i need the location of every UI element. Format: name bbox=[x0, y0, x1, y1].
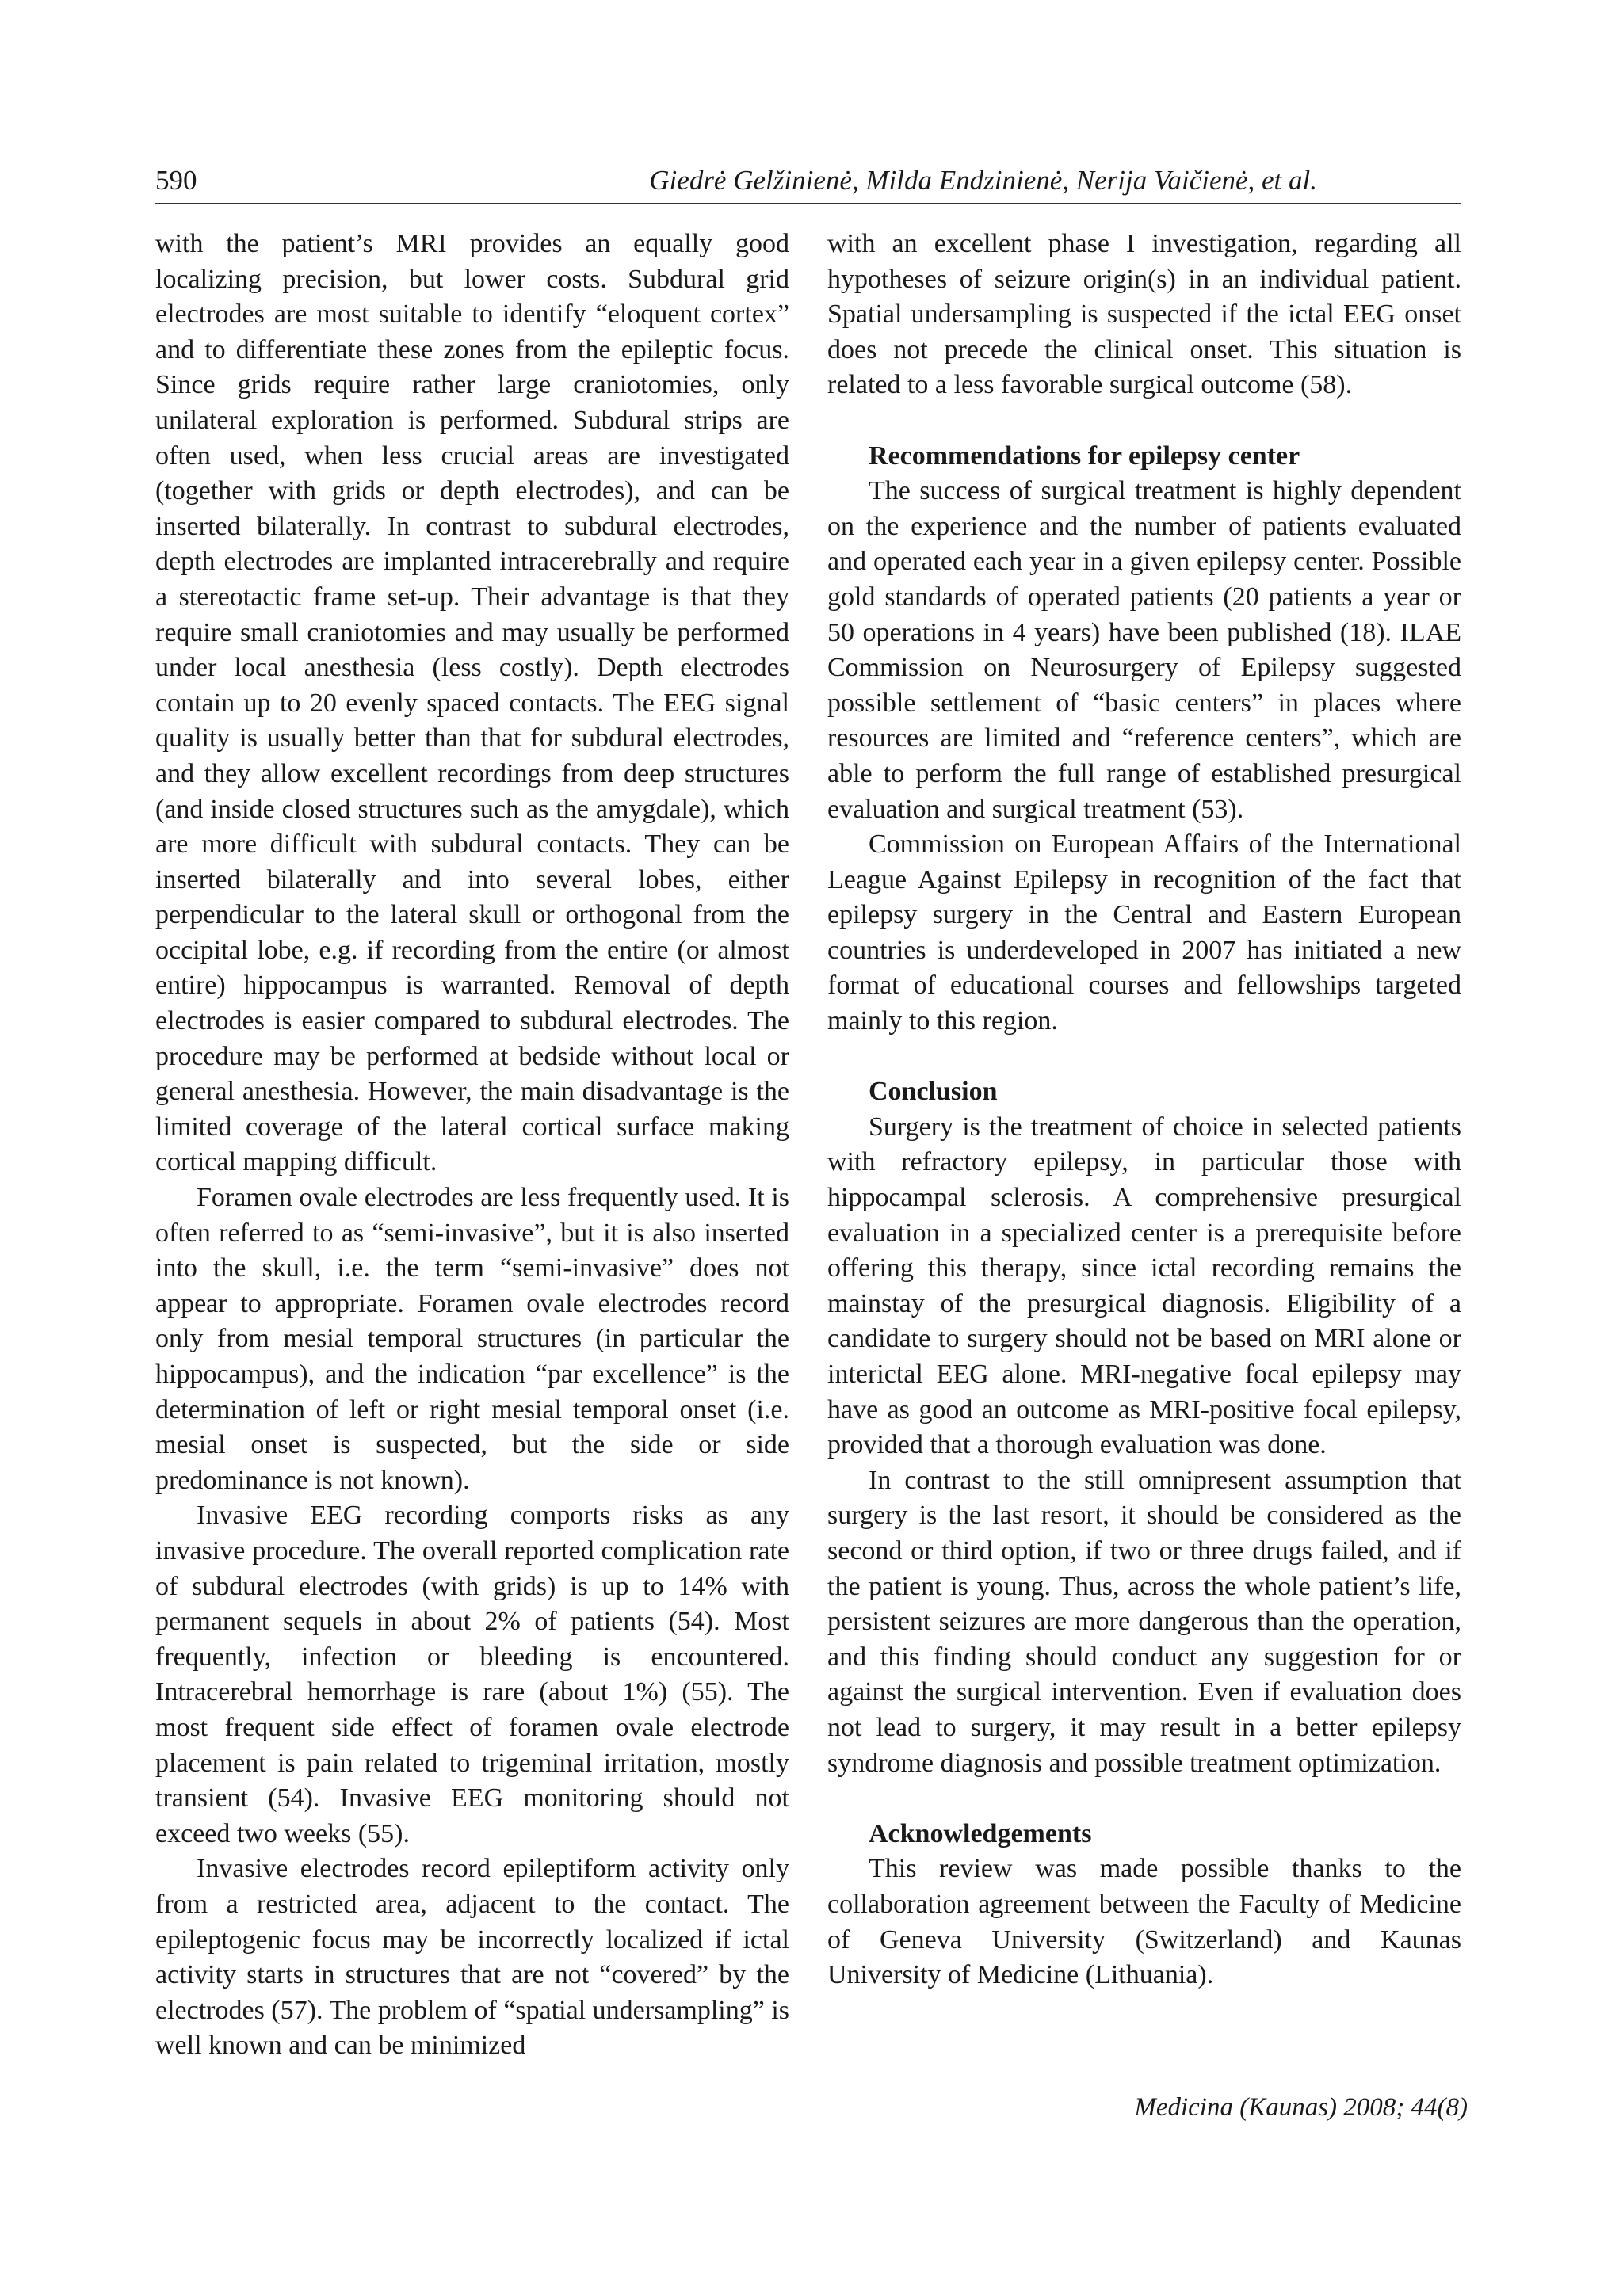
heading-conclusion: Conclusion bbox=[869, 1077, 998, 1107]
page-header bbox=[155, 158, 1461, 204]
section-gap bbox=[827, 1039, 1461, 1075]
left-column bbox=[155, 227, 789, 2064]
paragraph-foramen-ovale: Foramen ovale electrodes are less frequently used. It is often referred to as “semi-invasive”, but it is also inserted into the skull, i.e. the term “semi-invasive” does not appear to appropriate. Foramen ovale electrodes record only from mesial temporal structures (in particular the hippocampus), and the indication “par excellence” is the determination of left or right mesial temporal onset (i.e. mesial onset is suspected, but the side or side predominance is not known). bbox=[155, 1183, 789, 1495]
section-gap bbox=[827, 403, 1461, 439]
paragraph-last-resort: In contrast to the still omnipresent assumption that surgery is the last resort, it should be considered as the second or third option, if two or three drugs failed, and if the patient is young. Thus, across the whole patient’s life, persistent seizures are more dangerous than the operation, and this finding should conduct any suggestion for or against the surgical intervention. Even if evaluation does not lead to surgery, it may result in a better epilepsy syndrome diagnosis and possible treatment optimization. bbox=[827, 1465, 1461, 1778]
paragraph-european-affairs: Commission on European Affairs of the International League Against Epilepsy in recognition of the fact that epilepsy surgery in the Central and Eastern European countries is underdeveloped in 2007 has initiated a new format of educational courses and fellowships targeted mainly to this region. bbox=[827, 830, 1461, 1036]
right-column bbox=[827, 227, 1461, 1993]
section-gap bbox=[827, 1781, 1461, 1817]
heading-acknowledgements: Acknowledgements bbox=[869, 1818, 1092, 1848]
paragraph-treatment-choice: Surgery is the treatment of choice in selected patients with refractory epilepsy, in particular those with hippocampal sclerosis. A comprehensive presurgical evaluation in a specialized center is a prerequisite before offering this therapy, since ictal recording remains the mainstay of the presurgical diagnosis. Eligibility of a candidate to surgery should not be based on MRI alone or interictal EEG alone. MRI-negative focal epilepsy may have as good an outcome as MRI-positive focal epilepsy, provided that a thorough evaluation was done. bbox=[827, 1112, 1461, 1460]
journal-citation-footer: Medicina (Kaunas) 2008; 44(8) bbox=[1134, 2093, 1468, 2122]
paragraph-phase-one: with an excellent phase I investigation, regarding all hypotheses of seizure origin(s) in an individual patient. Spatial undersampling is suspected if the ictal EEG onset does not precede the clinical onset. This situation is related to a less favorable surgical outcome (58). bbox=[827, 229, 1461, 400]
paragraph-invasive-risks: Invasive EEG recording comports risks as any invasive procedure. The overall reported complication rate of subdural electrodes (with grids) is up to 14% with permanent sequels in about 2% of patients (54). Most frequently, infection or bleeding is encountered. Intracerebral hemorrhage is rare (about 1%) (55). The most frequent side effect of foramen ovale electrode placement is pain related to trigeminal irritation, mostly transient (54). Invasive EEG monitoring should not exceed two weeks (55). bbox=[155, 1501, 789, 1848]
running-head-authors: Giedrė Gelžinienė, Milda Endzinienė, Nerija Vaičienė, et al. bbox=[649, 165, 1317, 196]
paragraph-depth-electrodes: with the patient’s MRI provides an equally good localizing precision, but lower costs. Subdural grid electrodes are most suitable to identify “eloquent cortex” and to differentiate these zones from the epileptic focus. Since grids require rather large craniotomies, only unilateral exploration is performed. Subdural strips are often used, when less crucial areas are investigated (together with grids or depth electrodes), and can be inserted bilaterally. In contrast to subdural electrodes, depth electrodes are implanted intracerebrally and require a stereotactic frame set-up. Their advantage is that they require small craniotomies and may usually be performed under local anesthesia (less costly). Depth electrodes contain up to 20 evenly spaced contacts. The EEG signal quality is usually better than that for subdural electrodes, and they allow excellent recordings from deep structures (and inside closed structures such as the amygdale), which are more difficult with subdural contacts. They can be inserted bilaterally and into several lobes, either perpendicular to the lateral skull or orthogonal from the occipital lobe, e.g. if recording from the entire (or almost entire) hippocampus is warranted. Removal of depth electrodes is easier compared to subdural electrodes. The procedure may be performed at bedside without local or general anesthesia. However, the main disadvantage is the limited coverage of the lateral cortical surface making cortical mapping difficult. bbox=[155, 229, 789, 1177]
page-number: 590 bbox=[155, 165, 197, 196]
paragraph-success-surgery: The success of surgical treatment is highly dependent on the experience and the number of patients evaluated and operated each year in a given epilepsy center. Possible gold standards of operated patients (20 patients a year or 50 operations in 4 years) have been published (18). ILAE Commission on Neurosurgery of Epilepsy suggested possible settlement of “basic centers” in places where resources are limited and “reference centers”, which are able to perform the full range of established presurgical evaluation and surgical treatment (53). bbox=[827, 476, 1461, 824]
paragraph-spatial-undersampling: Invasive electrodes record epileptiform activity only from a restricted area, adjacent to the contact. The epileptogenic focus may be incorrectly localized if ictal activity starts in structures that are not “covered” by the electrodes (57). The problem of “spatial undersampling” is well known and can be minimized bbox=[155, 1854, 790, 2061]
heading-recommendations: Recommendations for epilepsy center bbox=[869, 441, 1300, 471]
paragraph-acknowledgements: This review was made possible thanks to the collaboration agreement between the Faculty of Medicine of Geneva University (Switzerland) and Kaunas University of Medicine (Lithuania). bbox=[827, 1854, 1461, 1990]
